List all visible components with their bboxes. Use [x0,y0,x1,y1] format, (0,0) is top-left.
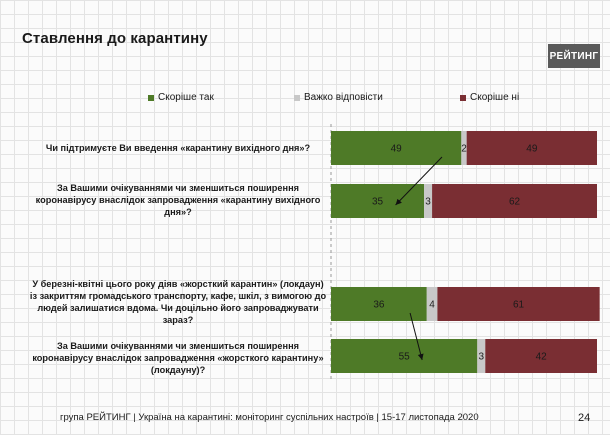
question-label-3: У березні-квітні цього року діяв «жорсткий карантин» (локдаун) із закриттям громадського транспорту, кафе, шкіл, з вимогою до людей залишатися вдома. Чи доцільно його запроваджувати зараз? [29,279,327,325]
page-title: Ставлення до карантину [22,30,208,47]
legend-label-hard: Важко відповісти [304,92,383,103]
question-label-4: За Вашими очікуваннями чи зменшиться поширення коронавірусу внаслідок запровадження «жорсткого карантину» (локдауну)? [32,341,324,375]
footer-text: група РЕЙТИНГ | Україна на карантині: моніторинг суспільних настроїв | 15-17 листопада 2020 [60,412,479,423]
data-label-no-4: 42 [535,351,547,363]
data-label-hard-1: 2 [461,143,467,155]
rating-logo: РЕЙТИНГ [548,44,600,68]
data-label-yes-4: 55 [398,351,410,363]
data-label-hard-4: 3 [478,351,485,363]
data-label-yes-2: 35 [371,196,384,208]
data-label-yes-3: 36 [373,299,385,311]
question-label-1: Чи підтримуєте Ви введення «карантину вихідного дня»? [45,143,311,153]
data-label-yes-1: 49 [390,143,402,155]
data-label-hard-2: 3 [425,196,431,208]
data-label-hard-3: 4 [429,299,435,311]
data-label-no-1: 49 [526,143,538,155]
question-label-2: За Вашими очікуваннями чи зменшиться поширення коронавірусу внаслідок запровадження «карантину вихідного дня»? [35,183,321,217]
data-label-no-3: 61 [512,299,525,311]
legend-label-yes: Скоріше так [158,92,214,103]
legend-label-no: Скоріше ні [470,92,520,103]
data-label-no-2: 62 [508,196,521,208]
page-number: 24 [578,412,591,424]
